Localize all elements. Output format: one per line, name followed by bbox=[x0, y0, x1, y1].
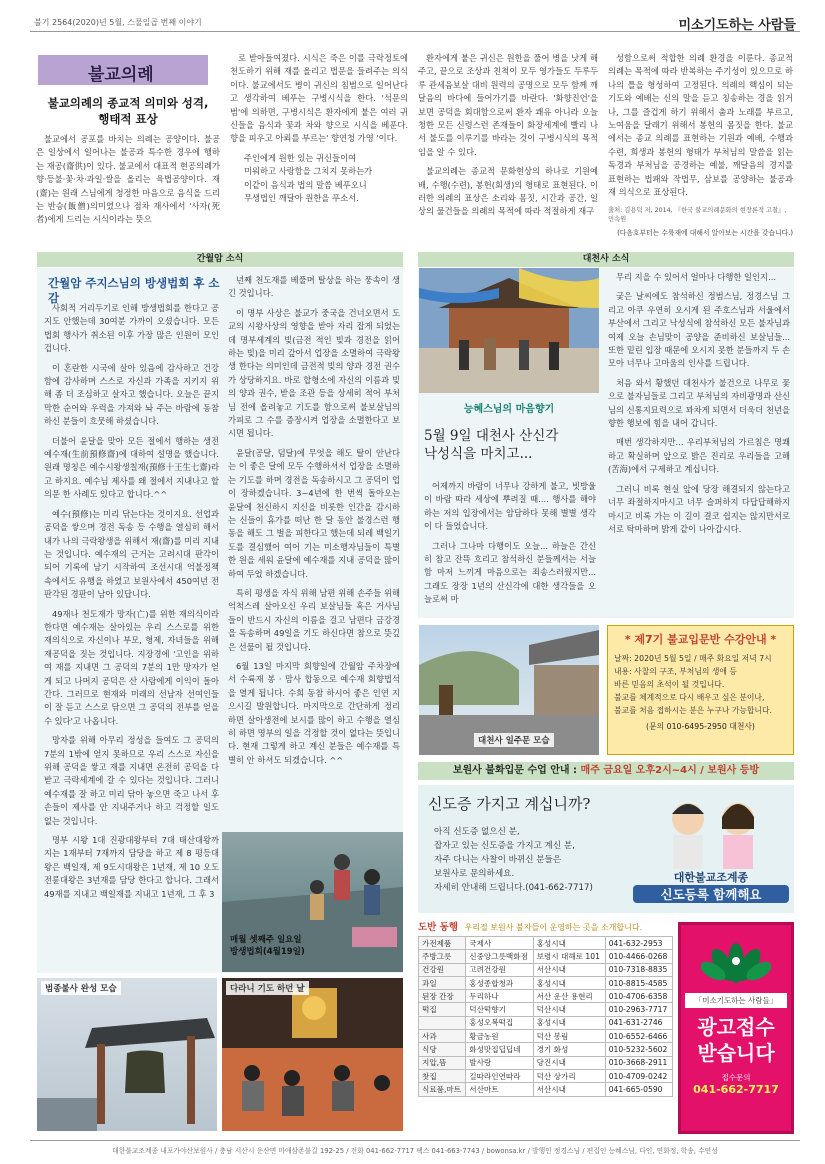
table-cell: 서산마트 bbox=[466, 1083, 533, 1096]
lotus-icon bbox=[701, 933, 771, 985]
ritual-para: 로 받아들여졌다. 시식은 죽은 이를 극락정토에 천도하기 위해 재를 올리고 법문을 들려주는 의식이다. 불교에서도 병이 귀신의 침범으로 일어난다고 생각하여 베푸는 구병시식을 한다. '석문의범'에 의하면, 구병시식은 환자에게 붙은 여러 귀신들을 음식과 꽃과 차와 향으로 시식을 베푼다. 향을 피우고 아뢰를 부르는' 향연청 가영 '이다. bbox=[230, 53, 408, 144]
ritual-col4 bbox=[608, 52, 793, 237]
ganwolam-bar: 간월암 소식 bbox=[37, 252, 403, 267]
ritual-subtitle: 불교의례의 종교적 의미와 성격, 행태적 표상 bbox=[47, 96, 209, 126]
newsletter-title: 미소기도하는 사람들 bbox=[678, 18, 796, 33]
ganwolam-title: 간월암 주지스님의 방생법회 후 소감 bbox=[48, 276, 220, 305]
registration-text: 아직 신도증 없으신 분, 잡자고 있는 신도증을 가지고 계신 분, 자주 다니는 사찰이 바뀌신 분들은 보원사로 문의하세요. 자세히 안내해 드립니다.(041-662-7717) bbox=[434, 827, 593, 893]
table-row bbox=[419, 990, 673, 1003]
notice-contact: (문의 010-6495-2950 대천사) bbox=[646, 722, 755, 731]
table-cell: 황금농원 bbox=[466, 1030, 533, 1043]
column-headline: 5월 9일 대천사 산신각 낙성식을 마치고... bbox=[424, 428, 559, 462]
ad-phone: 041-662-7717 bbox=[693, 1083, 779, 1096]
directory-header: 도반 동행 우리절 보원사 불자들이 운영하는 곳을 소개합니다. bbox=[418, 922, 643, 933]
table-cell: 홍성시내 bbox=[533, 976, 605, 989]
registration-box bbox=[418, 785, 794, 913]
ad-box bbox=[678, 922, 794, 1134]
table-cell: 찻집 bbox=[419, 1069, 466, 1082]
table-cell: 서산시내 bbox=[533, 1083, 605, 1096]
release-ceremony-photo bbox=[222, 832, 403, 972]
table-row bbox=[419, 950, 673, 963]
table-cell: 보령시 대해로 101 bbox=[533, 950, 605, 963]
table-cell: 식당 bbox=[419, 1043, 466, 1056]
ritual-para: 불교의례는 종교적 문화현상의 하나로 기원예배, 수행(수련), 봉헌(회생)의 형태로 표현된다. 이러한 의례의 표상은 소리와 몸짓, 시간과 공간, 일상의 물건들을 의례의 목적에 따라 적절하게 재구 bbox=[418, 166, 598, 217]
table-cell: 덕산 봉림 bbox=[533, 1030, 605, 1043]
ad-line-2: 받습니다 bbox=[697, 1041, 775, 1065]
ritual-para: 성함으로써 적합한 의례 환경을 이룬다. 종교적 의례는 목적에 따라 반복하는 주기성이 있으므로 하나의 틀을 형성하여 고정된다. 의례의 핵심이 되는 기도와 예배는 신의 말을 듣고 칭송하는 경을 읽거나, 그를 즐겁게 하기 위해서 춤과 노래를 부르고, 노여움을 달래기 위해서 봉헌의 몸짓을 한다. 불교에서는 종교 의례를 표현하는 기원과 예배, 수행과 수련, 희생과 봉헌의 형태가 부처님의 말씀을 읽는 독경과 부처님을 공경하는 예불, 깨달음의 경지를 표현하는 법패와 작법무, 삼보를 공양하는 불공과 재 의식으로 표상된다. bbox=[608, 53, 793, 198]
table-row bbox=[419, 1083, 673, 1096]
photo-caption: 대천사 일주문 모습 bbox=[474, 733, 554, 747]
table-cell: 덕산시내 bbox=[533, 1003, 605, 1016]
table-cell: 고려건강원 bbox=[466, 963, 533, 976]
ritual-para: 환자에게 붙은 귀신은 원한을 풀어 병을 낫게 해주고, 끝으로 조상과 친척이 모두 영가들도 두루두루 관세음보살 대비 원력의 공명으로 모두 함께 깨달음의 바다에 들어가기를 바란다. '화향진언'을 보면 공덕을 회대함으로써 환자 쾌유 아니라 오늘 청한 모든 신령스런 존재들이 화장세계에 빨리 나서 불도를 이루기를 바라는 것이 구병시식의 목적임을 알 수 있다. bbox=[418, 53, 598, 157]
page-footer: 대한불교조계종 내포가야산보원사 / 충남 서산시 운산면 마애삼존불길 192-25 / 전화 041-662-7717 팩스 041-663-7743 / bowonsa.kr / 발행인 정경스님 / 편집인 능혜스님, 다인, 연화정, 학송, 수연성 bbox=[30, 1140, 800, 1155]
table-cell: 길따라인연따라 bbox=[466, 1069, 533, 1082]
table-cell: 덕산떡향기 bbox=[466, 1003, 533, 1016]
issue-info: 불기 2564(2020)년 5월, 스물일곱 번째 이야기 bbox=[34, 18, 202, 27]
section-pill: 불교의례 bbox=[38, 55, 208, 85]
table-cell: 홍성오복떡집 bbox=[466, 1016, 533, 1029]
table-row bbox=[419, 1043, 673, 1056]
table-row bbox=[419, 1069, 673, 1082]
photo-caption: 매월 셋째주 일요일 방생법회(4월19일) bbox=[230, 935, 305, 957]
ritual-col2 bbox=[230, 52, 408, 205]
painting-class-bar: 보원사 불화입문 수업 안내 : 매주 금요일 오후2시~4시 / 보원사 등방 bbox=[418, 762, 794, 780]
table-cell: 발사랑 bbox=[466, 1056, 533, 1069]
table-cell: 010-3668-2911 bbox=[605, 1056, 672, 1069]
table-cell: 010-7318-8835 bbox=[605, 963, 672, 976]
ad-subtitle: 「미소기도하는 사람들」 bbox=[685, 993, 787, 1008]
column-body-1: 어제까지 바람이 너무나 강하게 불고, 빗방울이 바람 따라 세상에 뿌려질 때.... 행사를 해야 하는 저의 입장에서는 암담하다 못해 별별 생각이 다 들었습니다. 그러나 그나마 다행이도 오늘... 하늘은 간신히 참고 잔뜩 흐리고 참석하신 분들께서는 서늘함 마저 느끼게 마음으로는 죄송스러웠지만... 그래도 장장 1년의 산신각에 대한 생각들을 오늘로써 마 bbox=[424, 481, 596, 605]
table-cell: 홍성시내 bbox=[533, 937, 605, 950]
banner-line-2: 신도등록 함께해요 bbox=[633, 885, 789, 903]
table-row bbox=[419, 1056, 673, 1069]
table-cell: 떡집 bbox=[419, 1003, 466, 1016]
table-row bbox=[419, 976, 673, 989]
table-cell: 홍성시내 bbox=[533, 1016, 605, 1029]
table-cell: 주방그릇 bbox=[419, 950, 466, 963]
table-cell: 화성맛집딥딥네 bbox=[466, 1043, 533, 1056]
table-cell: 식료품,마트 bbox=[419, 1083, 466, 1096]
table-cell: 010-4709-0242 bbox=[605, 1069, 672, 1082]
table-cell: 041-665-0590 bbox=[605, 1083, 672, 1096]
intro-class-notice bbox=[607, 625, 794, 755]
table-cell: 010-4466-0268 bbox=[605, 950, 672, 963]
table-cell: 010-6552-6466 bbox=[605, 1030, 672, 1043]
temple-gate-photo bbox=[419, 625, 599, 755]
table-cell: 경기 화성 bbox=[533, 1043, 605, 1056]
registration-title: 신도증 가지고 계십니까? bbox=[428, 795, 591, 813]
table-cell: 010-4706-6358 bbox=[605, 990, 672, 1003]
ritual-col3 bbox=[418, 52, 598, 225]
notice-body: 날짜: 2020년 5월 5일 / 매주 화요일 저녁 7시 내용: 사찰의 구조, 부처님의 생애 등 바른 믿음의 초석이 될 것입니다. 불교를 체계적으로 다시 배우고 싶은 분이나, 불교를 처음 접하시는 분은 누구나 가능합니다. bbox=[614, 654, 772, 715]
table-cell: 당진시내 bbox=[533, 1056, 605, 1069]
column-body-2: 무리 지을 수 있어서 얼마나 다행한 일인지... 궂은 날씨에도 참석하신 정범스님, 정경스님 그리고 아쿠 우연히 오시게 된 주호스님과 서울에서 부산에서 그리고 낙성식에 참석하신 모든 불자님과 여제 오늘 손님맞이 공양을 준비하신 보살님들... 또한 밑린 입장 때문에 오시지 못한 분들까지 두 손 모아 너무나 고마움의 인사를 드립니다. 처음 와서 황했던 대천사가 불건으로 나무로 꽃으로 불자님들로 그리고 부처님의 자비광명과 산신님의 신통지묘력으로 꽈차게 되면서 더욱더 천년을 향한 행보에 힘을 내어 갑니다. 매번 생각하지만... 우리부처님의 가르침은 명쾌하고 확실하며 앞으로 밝은 진리로 우리들을 고해(苦海)에서 구제하고 계십니다. 그러니 비록 현실 앞에 당장 해결되지 않는다고 너무 좌절하지마시고 너무 슬퍼하지 다답답해하지 마시고 비록 가는 이 길이 결코 쉽지는 않지만서로 서로 탁마하며 밝게 같이 나아갑시다. bbox=[608, 272, 790, 534]
table-row bbox=[419, 1016, 673, 1029]
photo-caption: 범종불사 완성 모습 bbox=[41, 981, 121, 995]
table-cell: 서산시내 bbox=[533, 963, 605, 976]
table-row bbox=[419, 963, 673, 976]
ad-line-1: 광고접수 bbox=[697, 1015, 775, 1039]
dharani-prayer-photo bbox=[222, 978, 403, 1131]
table-cell: 과일 bbox=[419, 976, 466, 989]
table-cell: 홍성종합청과 bbox=[466, 976, 533, 989]
table-row bbox=[419, 937, 673, 950]
table-cell: 신중앙그릇백화점 bbox=[466, 950, 533, 963]
ganwolam-col1: 사회적 거리두기로 인해 방생법회를 한다고 공지도 안했는데 30여분 가까이 오셨습니다. 모든 법회 행사가 취소된 이후 가장 많은 인원이 모인 겁니다. 이 혼란한 시국에 살아 있음에 감사하고 건강함에 감사하며 스스로 자신과 가족을 지키지 위해 좀 더 조심하고 살자고 했습니다. 오늘은 끝지막한 순어와 우럭을 가져와 놔 주는 바람에 동참 하신 분들이 흐뭇해 하셨습니다. 더불어 윤달을 맞아 모든 절에서 행하는 생전예수재(生前預修齋)에 대하여 설명을 했습니다. 원래 명칭은 예수시왕생칠재(預修十王生七齋)라고 하지요. 예수님 제사를 왜 절에서 지내나고 할 의문 한 사례도 있다고 합니다.^^ 예수(預修)는 미리 닦는다는 것이지요. 선업과 공덕을 쌓으며 경전 독송 등 수행을 열심히 해서 내가 나의 극락왕생을 위해서 재(齋)를 미리 지내는 것입니다. 예수재의 근거는 고려시대 판각이 되어 기록에 남기 시작하여 조선시대 억불정책 속에서도 유행을 하였고 보원사에서 450여년 전 판각된 경판이 남아 있답니다. 49재나 천도재가 망자(亡)를 위한 재의식이라 한다면 예수재는 살아있는 우리 스스로를 위한 재의식으로 자신이나 부모, 형제, 자녀들을 위해 재공덕을 짓는 것입니다. 지장경에 '고인을 위하여 재를 지내면 그 공덕의 7분의 1만 망자가 얻게 되고 나머지 공덕은 산 사람에게 이익이 돌아간다. 그러므로 현재와 미래의 선남자 선여인들이 잘 듣고 스스로 닦으면 그 공덕의 전부를 얻을 수 있다'고 나옵니다. 망자를 위해 아무리 정성을 들여도 그 공덕의 7분의 1밖에 얻지 못하므로 우리 스스로 자신을 위해 공덕을 쌓고 재를 지내면 온전히 공덕을 다 받고 극락세계에 갈 수 있다는 것입니다. 그러니 예수재를 잘 하고 미리 닦아 놓으면 죽고 나서 후손들이 제사를 안 지내주거나 하고 걱정할 일도 없는 것입니다. 명부 시왕 1대 진광대왕부터 7대 태산대왕까지는 1재부터 7재까지 담당을 하고 제 8 평등대왕은 백일재, 제 9도시대왕은 1년재, 제 10 오도전륜대왕은 3년재를 담당 한다고 합니다. 그래서 49재를 지내고 백일재를 지내고 1년재, 그 후 3 bbox=[44, 303, 219, 899]
ritual-col1 bbox=[36, 133, 220, 233]
table-cell: 건강원 bbox=[419, 963, 466, 976]
next-issue-note: (다음호부터는 수륙재에 대해서 알아보는 시간을 갖습니다.) bbox=[617, 229, 793, 238]
couple-illustration-icon bbox=[633, 789, 793, 869]
table-cell bbox=[419, 1016, 466, 1029]
photo-caption: 다라니 기도 하던 날 bbox=[226, 981, 309, 995]
table-row bbox=[419, 1003, 673, 1016]
member-directory bbox=[418, 920, 673, 1097]
table-cell: 010-8815-4585 bbox=[605, 976, 672, 989]
table-cell: 사과 bbox=[419, 1030, 466, 1043]
ritual-para: 불교에서 공포를 바치는 의례는 공양이다. 불공은 일상에서 일어나는 불공과 특수한 경우에 행하는 재공(齋供)이 있다. 불교에서 대표적 현공의례가 향·등불·꽃·차·과일·쌀을 올리는 육법공양이다. 재(齋)는 원래 스님에게 청정한 마음으로 음식을 드리는 반승(飯僧)의미였으나 점차 재사에서 '사자(死者)에게 드리는 시식이라는 뜻으 bbox=[36, 134, 220, 225]
bell-pavilion-photo bbox=[37, 978, 217, 1131]
table-cell: 가전제품 bbox=[419, 937, 466, 950]
table-row bbox=[419, 1030, 673, 1043]
table-cell: 국제사 bbox=[466, 937, 533, 950]
table-cell: 지압,뜸 bbox=[419, 1056, 466, 1069]
table-cell: 010-5232-5602 bbox=[605, 1043, 672, 1056]
ritual-poem: 주인에게 원한 있는 귀신들이여 미워하고 사랑함을 그치지 못하는가 이같이 음식과 법의 말씀 베푸오니 무생법인 깨달아 원한을 푸소서. bbox=[244, 152, 373, 204]
daecheonsa-bar: 대천사 소식 bbox=[418, 252, 794, 267]
table-cell: 041-632-2953 bbox=[605, 937, 672, 950]
table-cell: 덕산 상가리 bbox=[533, 1069, 605, 1082]
ad-contact-label: 접수문의 bbox=[721, 1073, 751, 1082]
notice-title: * 제7기 불교입문반 수강안내 * bbox=[624, 633, 777, 646]
table-cell: 된장 간장 bbox=[419, 990, 466, 1003]
table-cell: 서산 운산 용현리 bbox=[533, 990, 605, 1003]
table-cell: 두리하나 bbox=[466, 990, 533, 1003]
banner-line-1: 대한불교조계종 bbox=[673, 871, 749, 884]
table-cell: 010-2963-7717 bbox=[605, 1003, 672, 1016]
source-note: 출처: 김용덕 저, 2014, 『한국 불교의례문화의 현장론적 고찰』, 민속원 bbox=[608, 207, 787, 224]
directory-table bbox=[418, 936, 673, 1097]
column-caption: 능혜스님의 마음향기 bbox=[463, 404, 555, 415]
table-cell: 041-631-2746 bbox=[605, 1016, 672, 1029]
page-header bbox=[30, 12, 800, 32]
shrine-ceremony-photo bbox=[419, 268, 599, 393]
ganwolam-col2: 년째 천도재를 베풀며 탈상을 하는 풍속이 생긴 것입니다. 이 명부 사상은 불교가 중국을 건너오면서 도교의 시왕사상의 영향을 받아 자리 잡게 되었는데 명부세계의 빚(금전 적인 빚과 경전을 읽어 하는 빚)을 미리 갚아서 업장을 소멸하여 극락왕생 한다는 의미인데 금전적 빚의 양과 경전 권수가 상당하지요. 바로 합형소에 자신의 이름과 빚의 양과 권수, 받을 조관 등을 상세히 적어 부처님 전에 올려놓고 기도를 함으로써 불보살님의 가피로 그 수를 증장시켜 업장을 소멸한다고 보시면 됩니다. 윤달(공달, 덤달)에 무엇을 해도 탈이 안난다는 이 좋은 달에 모두 수행하셔서 업장을 소멸하는 기도를 하며 경전을 독송하시고 그 공덕이 업이 장하겠습니다. 3~4년에 한 번씩 돌아오는 윤달에 천신하시 지신을 비롯한 인간을 감시하는 신들이 휴가를 떠난 한 달 동안 불경스런 행동을 해도 그 벌을 피한다고 했는데 되레 백일기도를 결심했어 여어 기는 미소행자님들이 특별한 원을 세워 윤달에 예수재를 지내 공덕을 많이 하여 두었 하겠습니다. 특히 평생을 자식 위해 남편 위해 손주들 위해 억척스레 살아오신 우리 보살님들 혹은 거사님들이 반드시 자신의 이름을 걸고 남편다 금강경을 독송하며 49일을 기도 하신다면 참으로 뜻깊은 선물이 될 것입니다. 6월 13일 마지막 회향일에 간월암 주차장에서 수륙재 봉 · 맘사 합동으로 예수재 회향법석을 열게 됩니다. 수희 동참 하시어 좋은 인연 지으시길 발원합니다. 마지막으로 간단하게 정리하면 살아생전에 보시를 많이 하고 수행을 열심히 하면 명부의 일을 걱정할 것이 없다는 뜻입니다. 현재 그렇게 하고 계신 분들은 예수재를 특별히 안 하셔도 되겠습니다. ^^ bbox=[228, 275, 400, 765]
